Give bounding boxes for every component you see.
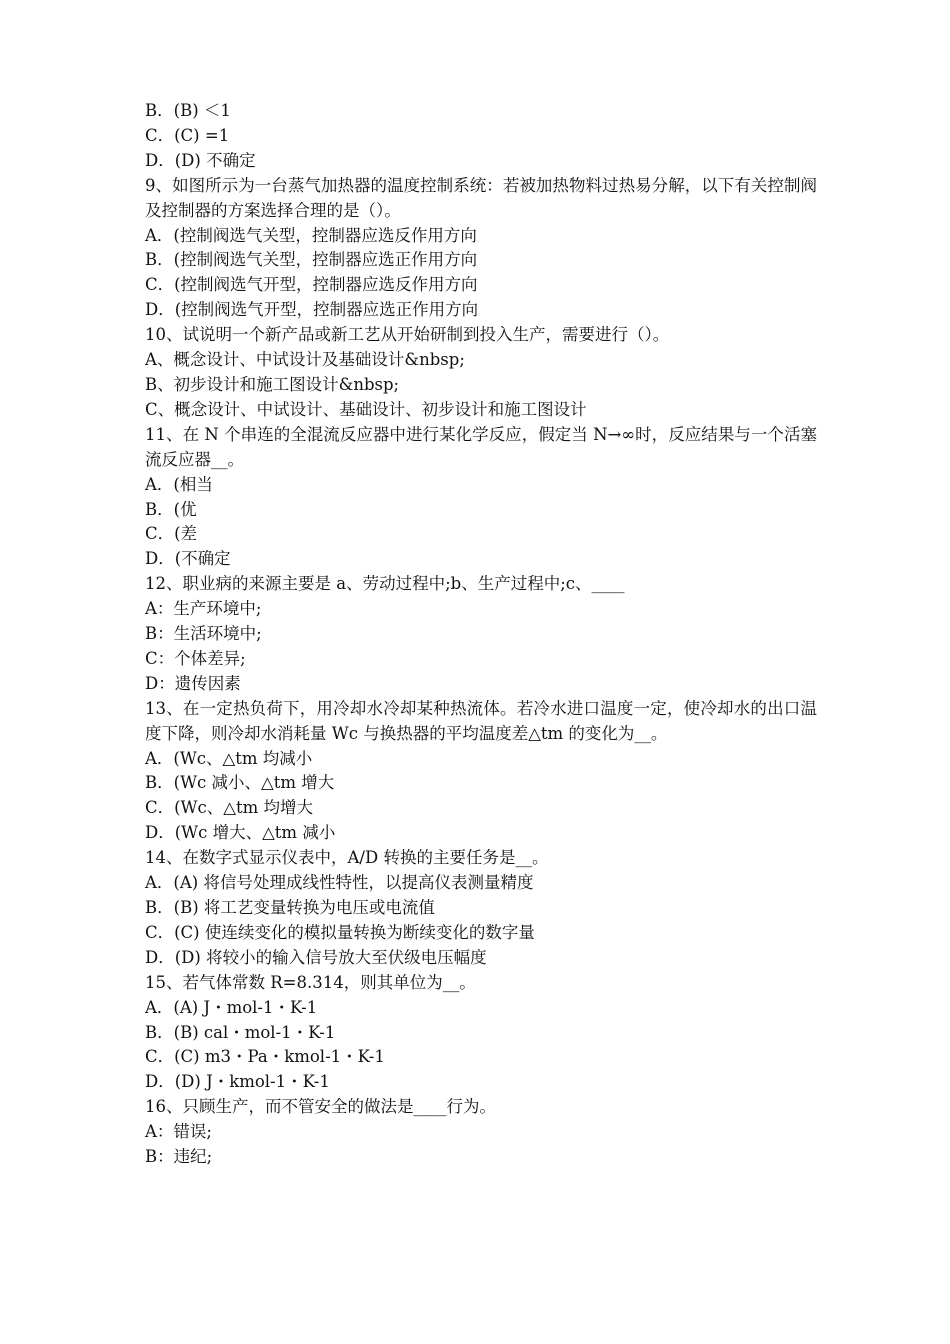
answer-option: B：生活环境中; xyxy=(145,624,262,644)
answer-option: D．(D) 将较小的输入信号放大至伏级电压幅度 xyxy=(145,947,487,967)
answer-option: D：遗传因素 xyxy=(145,673,241,693)
answer-option: A：生产环境中; xyxy=(145,599,262,619)
answer-option: C．(Wc、△tm 均增大 xyxy=(145,798,313,818)
question-text: 12、职业病的来源主要是 a、劳动过程中;b、生产过程中;c、____ xyxy=(145,574,625,594)
document-page xyxy=(145,99,817,1170)
answer-option: D．(D) J・kmol-1・K-1 xyxy=(145,1072,330,1092)
answer-option: A．(A) J・mol-1・K-1 xyxy=(145,997,318,1017)
answer-option: A．(相当 xyxy=(145,474,213,494)
answer-option: C．(差 xyxy=(145,524,198,544)
question-text: 16、只顾生产，而不管安全的做法是____行为。 xyxy=(145,1097,496,1117)
answer-option: D．(控制阀选气开型，控制器应选正作用方向 xyxy=(145,300,479,320)
answer-option: B．(优 xyxy=(145,499,197,519)
question-text: 13、在一定热负荷下，用冷却水冷却某种热流体。若冷水进口温度一定，使冷却水的出口温度下降，则冷却水消耗量 Wc 与换热器的平均温度差△tm 的变化为__。 xyxy=(145,698,817,743)
answer-option: B．(B) 将工艺变量转换为电压或电流值 xyxy=(145,898,435,917)
question-text: 11、在 N 个串连的全混流反应器中进行某化学反应，假定当 N→∞时，反应结果与一个活塞流反应器__。 xyxy=(145,424,817,469)
question-text: 14、在数字式显示仪表中，A/D 转换的主要任务是__。 xyxy=(145,848,549,868)
answer-option: C．(控制阀选气开型，控制器应选反作用方向 xyxy=(145,275,478,295)
question-text: 15、若气体常数 R=8.314，则其单位为__。 xyxy=(145,972,476,992)
answer-option: A．(Wc、△tm 均减小 xyxy=(145,748,313,768)
answer-option: B．(控制阀选气关型，控制器应选正作用方向 xyxy=(145,250,478,270)
answer-option: B．(Wc 减小、△tm 增大 xyxy=(145,773,335,793)
answer-option: B、初步设计和施工图设计&nbsp; xyxy=(145,374,400,394)
answer-option: A、概念设计、中试设计及基础设计&nbsp; xyxy=(145,350,465,370)
answer-option: B：违纪; xyxy=(145,1147,213,1167)
answer-option: C、概念设计、中试设计、基础设计、初步设计和施工图设计 xyxy=(145,399,587,419)
answer-option: A．(A) 将信号处理成线性特性，以提高仪表测量精度 xyxy=(145,873,534,893)
question-text: 10、试说明一个新产品或新工艺从开始研制到投入生产，需要进行（）。 xyxy=(145,325,670,345)
answer-option: D．(Wc 增大、△tm 减小 xyxy=(145,823,336,843)
answer-option: C：个体差异; xyxy=(145,648,246,668)
answer-option: A：错误; xyxy=(145,1122,212,1142)
answer-option: D．(D) 不确定 xyxy=(145,150,256,170)
answer-option: C．(C) 使连续变化的模拟量转换为断续变化的数字量 xyxy=(145,922,535,942)
answer-option: B．(B) ＜1 xyxy=(145,101,231,120)
answer-option: D．(不确定 xyxy=(145,549,231,569)
answer-option: A．(控制阀选气关型，控制器应选反作用方向 xyxy=(145,225,477,245)
answer-option: C．(C) =1 xyxy=(145,125,230,145)
answer-option: B．(B) cal・mol-1・K-1 xyxy=(145,1022,336,1042)
answer-option: C．(C) m3・Pa・kmol-1・K-1 xyxy=(145,1047,385,1067)
question-text: 9、如图所示为一台蒸气加热器的温度控制系统：若被加热物料过热易分解，以下有关控制阀及控制器的方案选择合理的是（）。 xyxy=(145,175,817,220)
